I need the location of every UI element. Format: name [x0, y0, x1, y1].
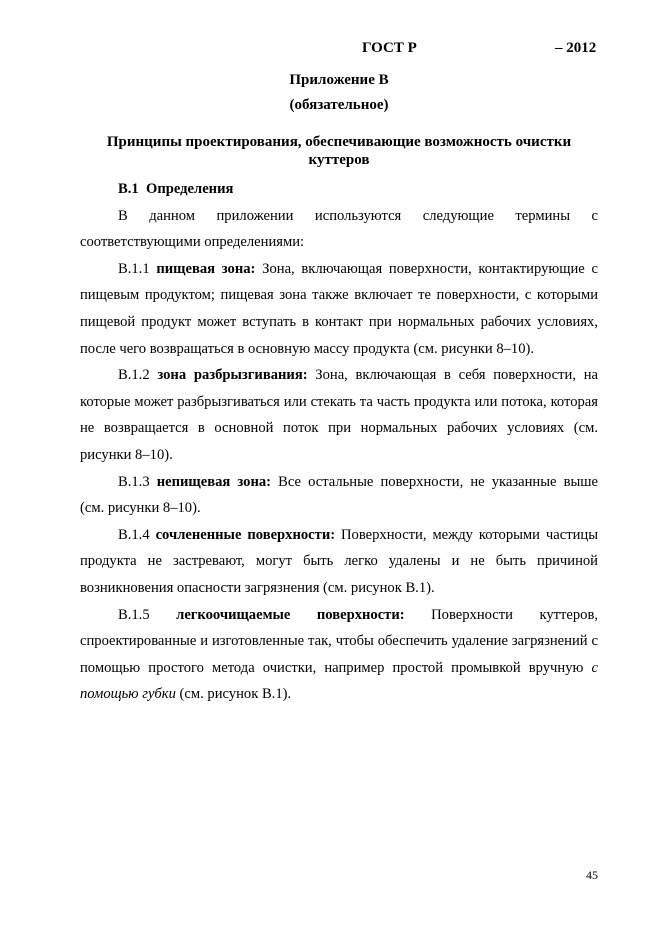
definition-term: зона разбрызгивания: [157, 367, 308, 384]
definition-3 [80, 469, 598, 522]
definition-italic: с помощью губки [80, 659, 598, 703]
definition-text: Поверхности куттеров, спроектированные и изготовленные так, чтобы обеспечить удаление загрязнений с помощью простого метода очистки, например простой промывкой вручную [80, 606, 598, 676]
definition-term: легкоочищаемые поверхности: [176, 606, 405, 623]
definition-text: Зона, включающая поверхности, контактирующие с пищевым продуктом; пищевая зона также включает те поверхности, с которыми пищевой продукт может вступать в контакт при нормальных рабочих условиях, после чего возвращаться в основную массу продукта (см. рисунки 8–10). [80, 260, 598, 357]
definition-number: В.1.2 [118, 367, 150, 384]
definition-text: Зона, включающая в себя поверхности, на которые может разбрызгиваться или стекать та часть продукта или потока, которая не возвращается в основной поток при нормальных рабочих условиях (см. рисунки 8–10). [80, 367, 598, 463]
definition-text: Поверхности, между которыми частицы продукта не застревают, могут быть легко удалены и не быть причиной возникновения опасности загрязнения (см. рисунок В.1). [80, 526, 598, 596]
section-number: В.1 [118, 181, 139, 197]
definition-1 [80, 256, 598, 362]
definition-term: пищевая зона: [156, 260, 256, 277]
section-heading [80, 176, 598, 203]
definition-term: непищевая зона: [156, 473, 272, 490]
page-header [0, 40, 661, 60]
definition-2 [80, 362, 598, 468]
appendix-heading: Принципы проектирования, обеспечивающие возможность очистки куттеров [106, 134, 572, 168]
standard-year: – 2012 [555, 40, 597, 56]
intro-paragraph: В данном приложении используются следующие термины с соответствующими определениями: [80, 207, 598, 251]
appendix-status: (обязательное) [289, 97, 389, 113]
definition-number: В.1.4 [118, 526, 150, 543]
standard-code: ГОСТ Р [362, 40, 417, 56]
definition-number: В.1.3 [118, 473, 150, 490]
definition-number: В.1.5 [118, 606, 150, 623]
definition-5 [80, 602, 598, 708]
page-number: 45 [586, 868, 598, 882]
body-text [80, 176, 598, 708]
section-title: Определения [145, 181, 234, 197]
definition-number: В.1.1 [118, 260, 150, 277]
definition-tail: (см. рисунок В.1). [175, 686, 292, 703]
definition-4 [80, 522, 598, 602]
appendix-title: Приложение В [289, 72, 389, 88]
definition-text: Все остальные поверхности, не указанные выше (см. рисунки 8–10). [80, 473, 598, 517]
definition-term: сочлененные поверхности: [155, 526, 336, 543]
